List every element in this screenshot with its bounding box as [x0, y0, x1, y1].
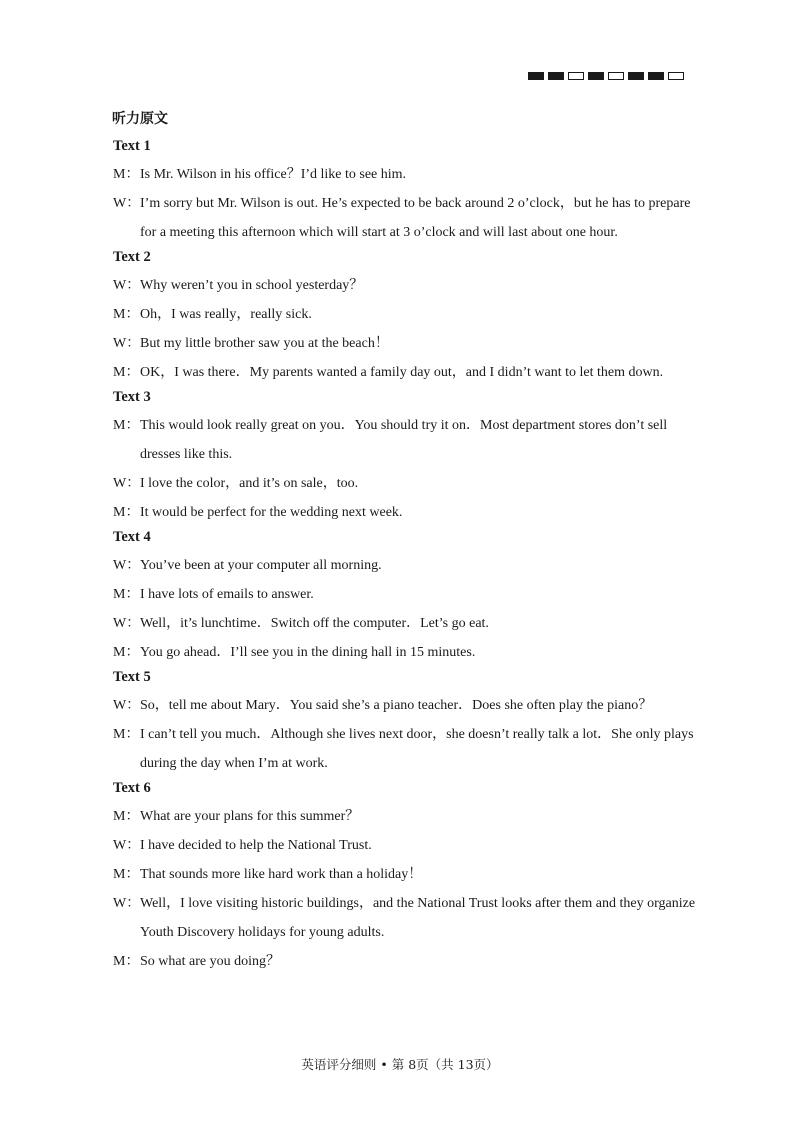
dialogue-text: This would look really great on you．You should try it on．Most department stores don’t sell dresses like this.: [140, 418, 668, 462]
dialogue-line: [113, 802, 703, 831]
speaker-label: M：: [113, 307, 140, 322]
dialogue-line: [113, 411, 703, 469]
dialogue-line: [113, 329, 703, 358]
dialogue-line: [113, 271, 703, 300]
section-title: Text 2: [113, 249, 151, 265]
dialogue-text: It would be perfect for the wedding next week.: [140, 505, 403, 520]
section-title: Text 6: [113, 780, 151, 796]
dialogue-text: You go ahead．I’ll see you in the dining hall in 15 minutes.: [140, 645, 476, 660]
dialogue-text: Well，I love visiting historic buildings，and the National Trust looks after them and they organize Youth Discovery holidays for young adults.: [140, 896, 696, 940]
dialogue-line: [113, 691, 703, 720]
speaker-label: W：: [113, 558, 141, 573]
dialogue-line: [113, 189, 703, 247]
speaker-label: M：: [113, 727, 140, 742]
speaker-label: W：: [113, 476, 141, 491]
dialogue-text: So what are you doing？: [140, 954, 280, 969]
speaker-label: W：: [113, 838, 141, 853]
dialogue-line: [113, 469, 703, 498]
dialogue-line: [113, 498, 703, 527]
dialogue-text: OK，I was there．My parents wanted a family day out，and I didn’t want to let them down.: [140, 365, 664, 380]
dialogue-line: [113, 947, 703, 976]
dialogue-line: [113, 580, 703, 609]
dialogue-text: But my little brother saw you at the beach！: [140, 336, 389, 351]
speaker-label: M：: [113, 645, 140, 660]
dialogue-line: [113, 551, 703, 580]
speaker-label: M：: [113, 954, 140, 969]
hollow-square-mark: [668, 72, 684, 80]
dialogue-text: I’m sorry but Mr. Wilson is out. He’s expected to be back around 2 o’clock，but he has to prepare for a meeting this afternoon which will start at 3 o’clock and will last about one hour.: [140, 196, 691, 240]
dialogue-line: [113, 720, 703, 778]
dialogue-text: Is Mr. Wilson in his office？I’d like to see him.: [140, 167, 407, 182]
filled-square-mark: [648, 72, 664, 80]
section-title: Text 5: [113, 669, 151, 685]
speaker-label: W：: [113, 336, 141, 351]
dialogue-text: That sounds more like hard work than a holiday！: [140, 867, 423, 882]
dialogue-line: [113, 160, 703, 189]
dialogue-text: What are your plans for this summer？: [140, 809, 360, 824]
dialogue-text: I love the color，and it’s on sale，too.: [140, 476, 359, 491]
dialogue-text: So，tell me about Mary．You said she’s a piano teacher．Does she often play the piano？: [140, 698, 653, 713]
dialogue-line: [113, 609, 703, 638]
section-title: Text 4: [113, 529, 151, 545]
dialogue-text: Why weren’t you in school yesterday？: [140, 278, 364, 293]
speaker-label: M：: [113, 418, 140, 433]
speaker-label: M：: [113, 167, 140, 182]
transcript: [113, 136, 703, 976]
dialogue-text: I have decided to help the National Trust.: [140, 838, 372, 853]
speaker-label: W：: [113, 896, 141, 911]
speaker-label: W：: [113, 196, 141, 211]
speaker-label: M：: [113, 505, 140, 520]
dialogue-text: I can’t tell you much．Although she lives next door，she doesn’t really talk a lot．She only plays during the day when I’m at work.: [140, 727, 694, 771]
dialogue-line: [113, 638, 703, 667]
section-title: Text 3: [113, 389, 151, 405]
filled-square-mark: [628, 72, 644, 80]
speaker-label: W：: [113, 616, 141, 631]
speaker-label: M：: [113, 809, 140, 824]
dialogue-line: [113, 831, 703, 860]
dialogue-text: Oh，I was really，really sick.: [140, 307, 312, 322]
dialogue-text: I have lots of emails to answer.: [140, 587, 314, 602]
speaker-label: W：: [113, 698, 141, 713]
dialogue-line: [113, 300, 703, 329]
dialogue-line: [113, 889, 703, 947]
hollow-square-mark: [608, 72, 624, 80]
dialogue-text: Well，it’s lunchtime．Switch off the computer．Let’s go eat.: [140, 616, 489, 631]
filled-square-mark: [548, 72, 564, 80]
speaker-label: W：: [113, 278, 141, 293]
filled-square-mark: [588, 72, 604, 80]
speaker-label: M：: [113, 867, 140, 882]
speaker-label: M：: [113, 365, 140, 380]
header-marks: [528, 72, 684, 80]
dialogue-line: [113, 358, 703, 387]
dialogue-line: [113, 860, 703, 889]
page-footer: 英语评分细则 • 第 8页（共 13页）: [301, 1057, 499, 1072]
page-heading: 听力原文: [112, 111, 168, 127]
dialogue-text: You’ve been at your computer all morning.: [140, 558, 382, 573]
section-title: Text 1: [113, 138, 151, 154]
hollow-square-mark: [568, 72, 584, 80]
filled-square-mark: [528, 72, 544, 80]
speaker-label: M：: [113, 587, 140, 602]
